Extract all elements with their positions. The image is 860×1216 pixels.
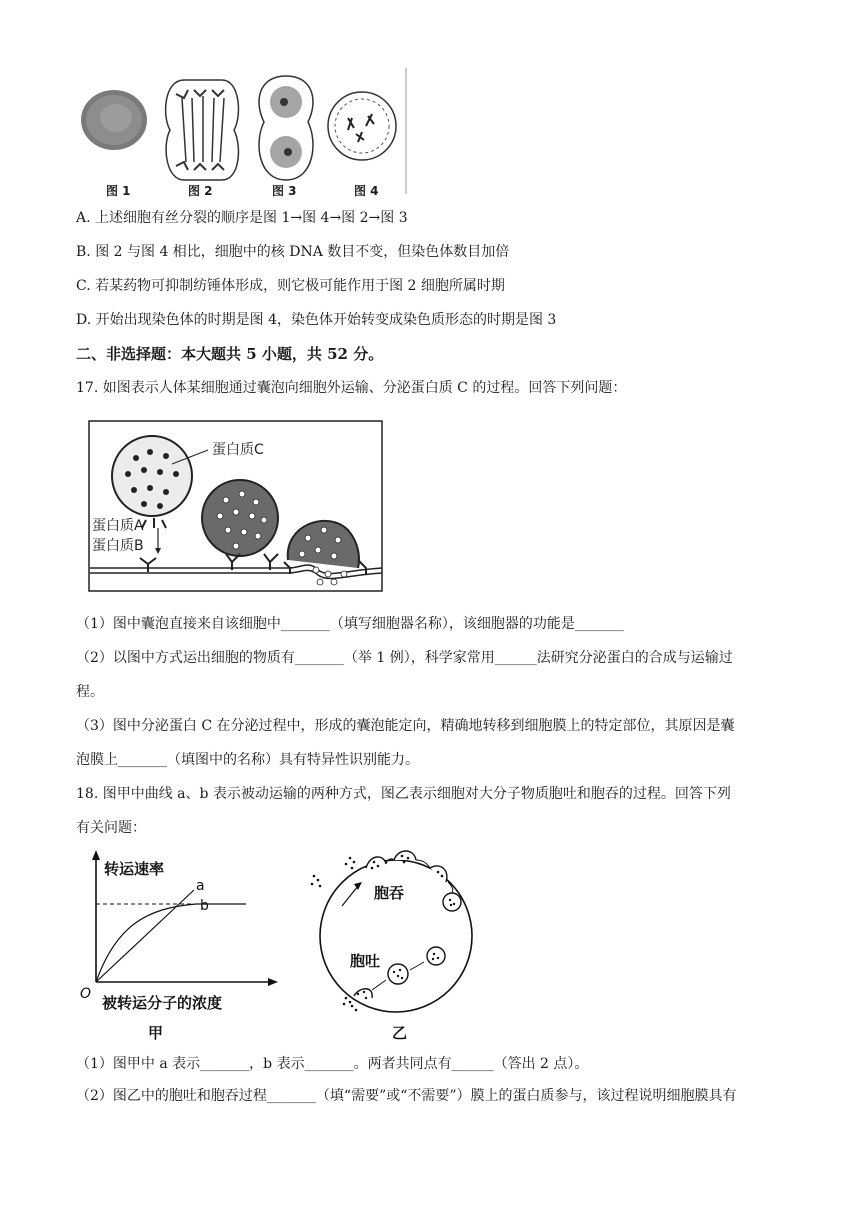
option-d: D. 开始出现染色体的时期是图 4，染色体开始转变成染色质形态的时期是图 3 [76, 312, 557, 328]
exocytosis-label: 胞吐 [350, 952, 381, 970]
graph-caption: 甲 [148, 1024, 164, 1042]
endocytosis-label: 胞吞 [374, 884, 405, 902]
figure4-cell [328, 92, 396, 160]
transport-rate-graph [76, 846, 286, 1046]
q17-sub3-line2: 泡膜上_______（填图中的名称）具有特异性识别能力。 [76, 752, 419, 768]
transport-rate-graph-drawing [76, 846, 286, 1046]
endocytosis-exocytosis-drawing [306, 846, 486, 1046]
q18-sub2: （2）图乙中的胞吐和胞吞过程_______（填“需要”或“不需要”）膜上的蛋白质参与，该过程说明细胞膜具有 [76, 1088, 737, 1104]
graph-ylabel: 转运速率 [104, 860, 165, 878]
graph-xlabel: 被转运分子的浓度 [102, 994, 223, 1012]
option-c: C. 若某药物可抑制纺锤体形成，则它极可能作用于图 2 细胞所属时期 [76, 278, 505, 294]
vesicle-secretion-drawing [88, 420, 384, 594]
graph-origin: O [80, 986, 92, 1002]
section-heading: 二、非选择题：本大题共 5 小题，共 52 分。 [76, 345, 384, 363]
q18-stem-line2: 有关问题： [76, 820, 146, 836]
figure1-cell [81, 90, 147, 150]
figure4-label: 图 4 [354, 184, 379, 198]
figure2-cell [166, 80, 239, 180]
protein-b-label: 蛋白质B [92, 538, 144, 554]
curve-b-label: b [200, 898, 209, 914]
protein-c-label: 蛋白质C [212, 442, 264, 458]
q17-sub2-line2: 程。 [76, 684, 104, 700]
q18-stem-line1: 18. 图甲中曲线 a、b 表示被动运输的两种方式，图乙表示细胞对大分子物质胞吐和胞吞的过程。回答下列 [76, 786, 731, 802]
q17-sub1: （1）图中囊泡直接来自该细胞中_______（填写细胞器名称），该细胞器的功能是_______ [76, 616, 624, 632]
q17-stem: 17. 如图表示人体某细胞通过囊泡向细胞外运输、分泌蛋白质 C 的过程。回答下列问题： [76, 380, 627, 396]
vesicle-secretion-figure [88, 420, 384, 594]
figure3-cell [259, 76, 313, 180]
q17-sub3-line1: （3）图中分泌蛋白 C 在分泌过程中，形成的囊泡能定向，精确地转移到细胞膜上的特定部位，其原因是囊 [76, 718, 735, 734]
option-b: B. 图 2 与图 4 相比，细胞中的核 DNA 数目不变，但染色体数目加倍 [76, 244, 510, 260]
figure1-label: 图 1 [106, 184, 131, 198]
option-a: A. 上述细胞有丝分裂的顺序是图 1→图 4→图 2→图 3 [76, 210, 408, 226]
figure2-label: 图 2 [188, 184, 213, 198]
figure3-label: 图 3 [272, 184, 297, 198]
mitosis-figure [76, 66, 416, 196]
protein-a-label: 蛋白质A [92, 518, 144, 534]
endocytosis-exocytosis-figure [306, 846, 486, 1046]
cell-caption: 乙 [392, 1024, 408, 1042]
q17-sub2-line1: （2）以图中方式运出细胞的物质有_______（举 1 例），科学家常用______法研究分泌蛋白的合成与运输过 [76, 650, 733, 666]
curve-a-label: a [196, 878, 205, 894]
mitosis-figure-drawing [76, 66, 416, 196]
q18-sub1: （1）图甲中 a 表示_______，b 表示_______。两者共同点有______（答出 2 点）。 [76, 1056, 589, 1072]
